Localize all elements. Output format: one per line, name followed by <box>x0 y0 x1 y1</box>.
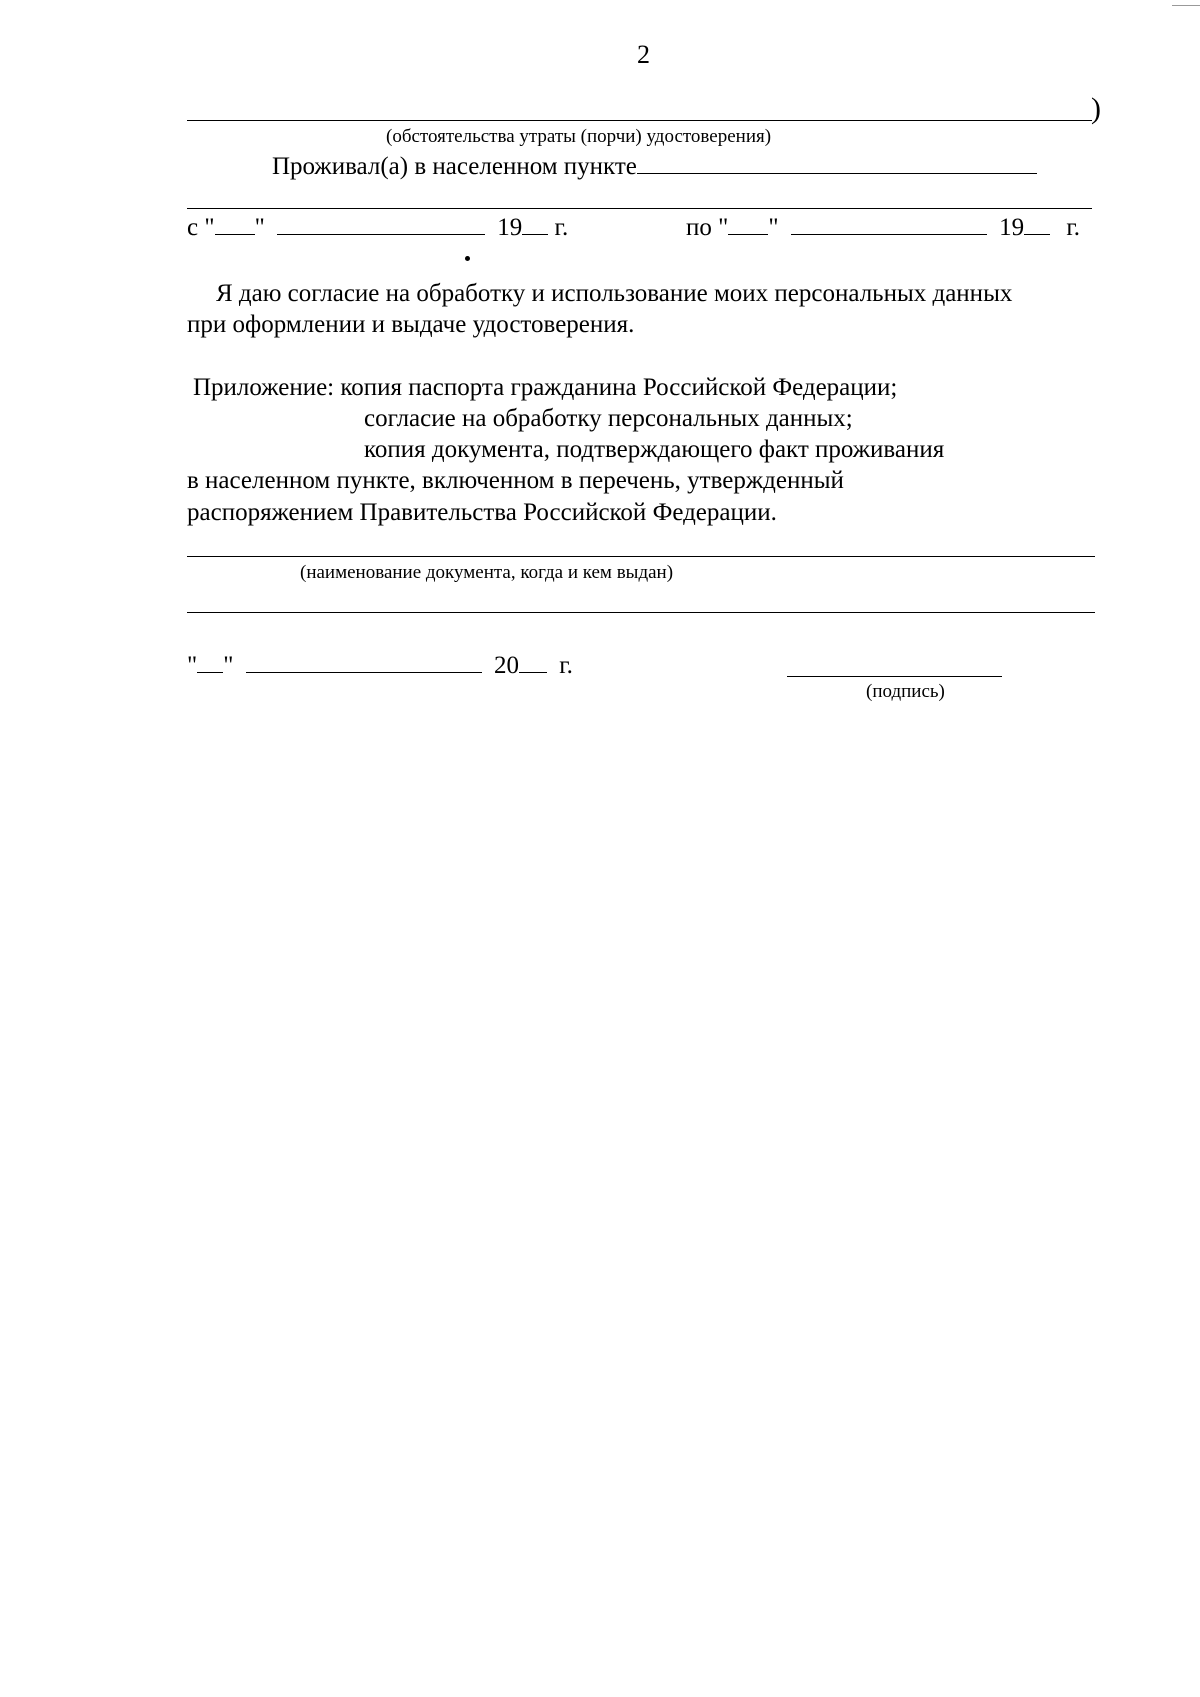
to-quote: " <box>768 214 779 241</box>
to-day-field[interactable] <box>728 216 768 235</box>
to-year: 19 <box>999 214 1025 241</box>
attachment-line-3: копия документа, подтверждающего факт проживания <box>364 436 945 463</box>
sign-year: 20 <box>493 652 519 679</box>
to-prefix: по " <box>686 214 729 241</box>
from-month-field[interactable] <box>277 216 485 235</box>
from-prefix: с " <box>187 214 215 241</box>
residence-label <box>272 152 1037 182</box>
signature-line[interactable] <box>787 676 1002 677</box>
sign-year-field[interactable] <box>519 654 547 673</box>
from-year-suffix: г. <box>554 214 569 241</box>
residence-place-continuation-line[interactable] <box>187 208 1092 209</box>
sign-day-field[interactable] <box>197 654 223 673</box>
scan-corner-mark <box>1172 5 1200 6</box>
consent-line-2: при оформлении и выдаче удостоверения. <box>187 311 635 338</box>
loss-circumstances-caption: (обстоятельства утраты (порчи) удостоверения) <box>386 126 772 147</box>
residence-place-field[interactable] <box>637 155 1037 174</box>
scan-speck <box>465 256 470 261</box>
loss-circumstances-line[interactable] <box>187 120 1092 121</box>
date-quote-open: " <box>187 652 198 679</box>
sign-month-field[interactable] <box>246 654 482 673</box>
signature-date <box>187 651 573 681</box>
attachment-line-2: согласие на обработку персональных данных; <box>364 405 853 432</box>
sign-year-suffix: г. <box>559 652 573 679</box>
closing-paren: ) <box>1091 92 1101 125</box>
from-year-field[interactable] <box>522 216 548 235</box>
attachment-line-5: распоряжением Правительства Российской Федерации. <box>187 499 777 526</box>
page-number: 2 <box>637 40 650 69</box>
to-month-field[interactable] <box>791 216 987 235</box>
attachment-line-1: Приложение: копия паспорта гражданина Российской Федерации; <box>193 374 898 401</box>
date-quote-close: " <box>223 652 234 679</box>
residence-from-date <box>187 213 568 243</box>
to-year-field[interactable] <box>1024 216 1050 235</box>
from-day-field[interactable] <box>215 216 255 235</box>
residence-label-text: Проживал(а) в населенном пункте <box>272 153 637 180</box>
document-info-line[interactable] <box>187 556 1095 557</box>
signature-caption: (подпись) <box>866 681 945 702</box>
attachment-line-4: в населенном пункте, включенном в перечень, утвержденный <box>187 467 844 494</box>
residence-to-date <box>686 213 1080 243</box>
document-caption: (наименование документа, когда и кем выдан) <box>300 562 674 583</box>
from-quote: " <box>254 214 265 241</box>
consent-line-1: Я даю согласие на обработку и использование моих персональных данных <box>216 280 1013 307</box>
document-info-line-2[interactable] <box>187 612 1095 613</box>
to-year-suffix: г. <box>1066 214 1080 241</box>
from-year: 19 <box>497 214 523 241</box>
